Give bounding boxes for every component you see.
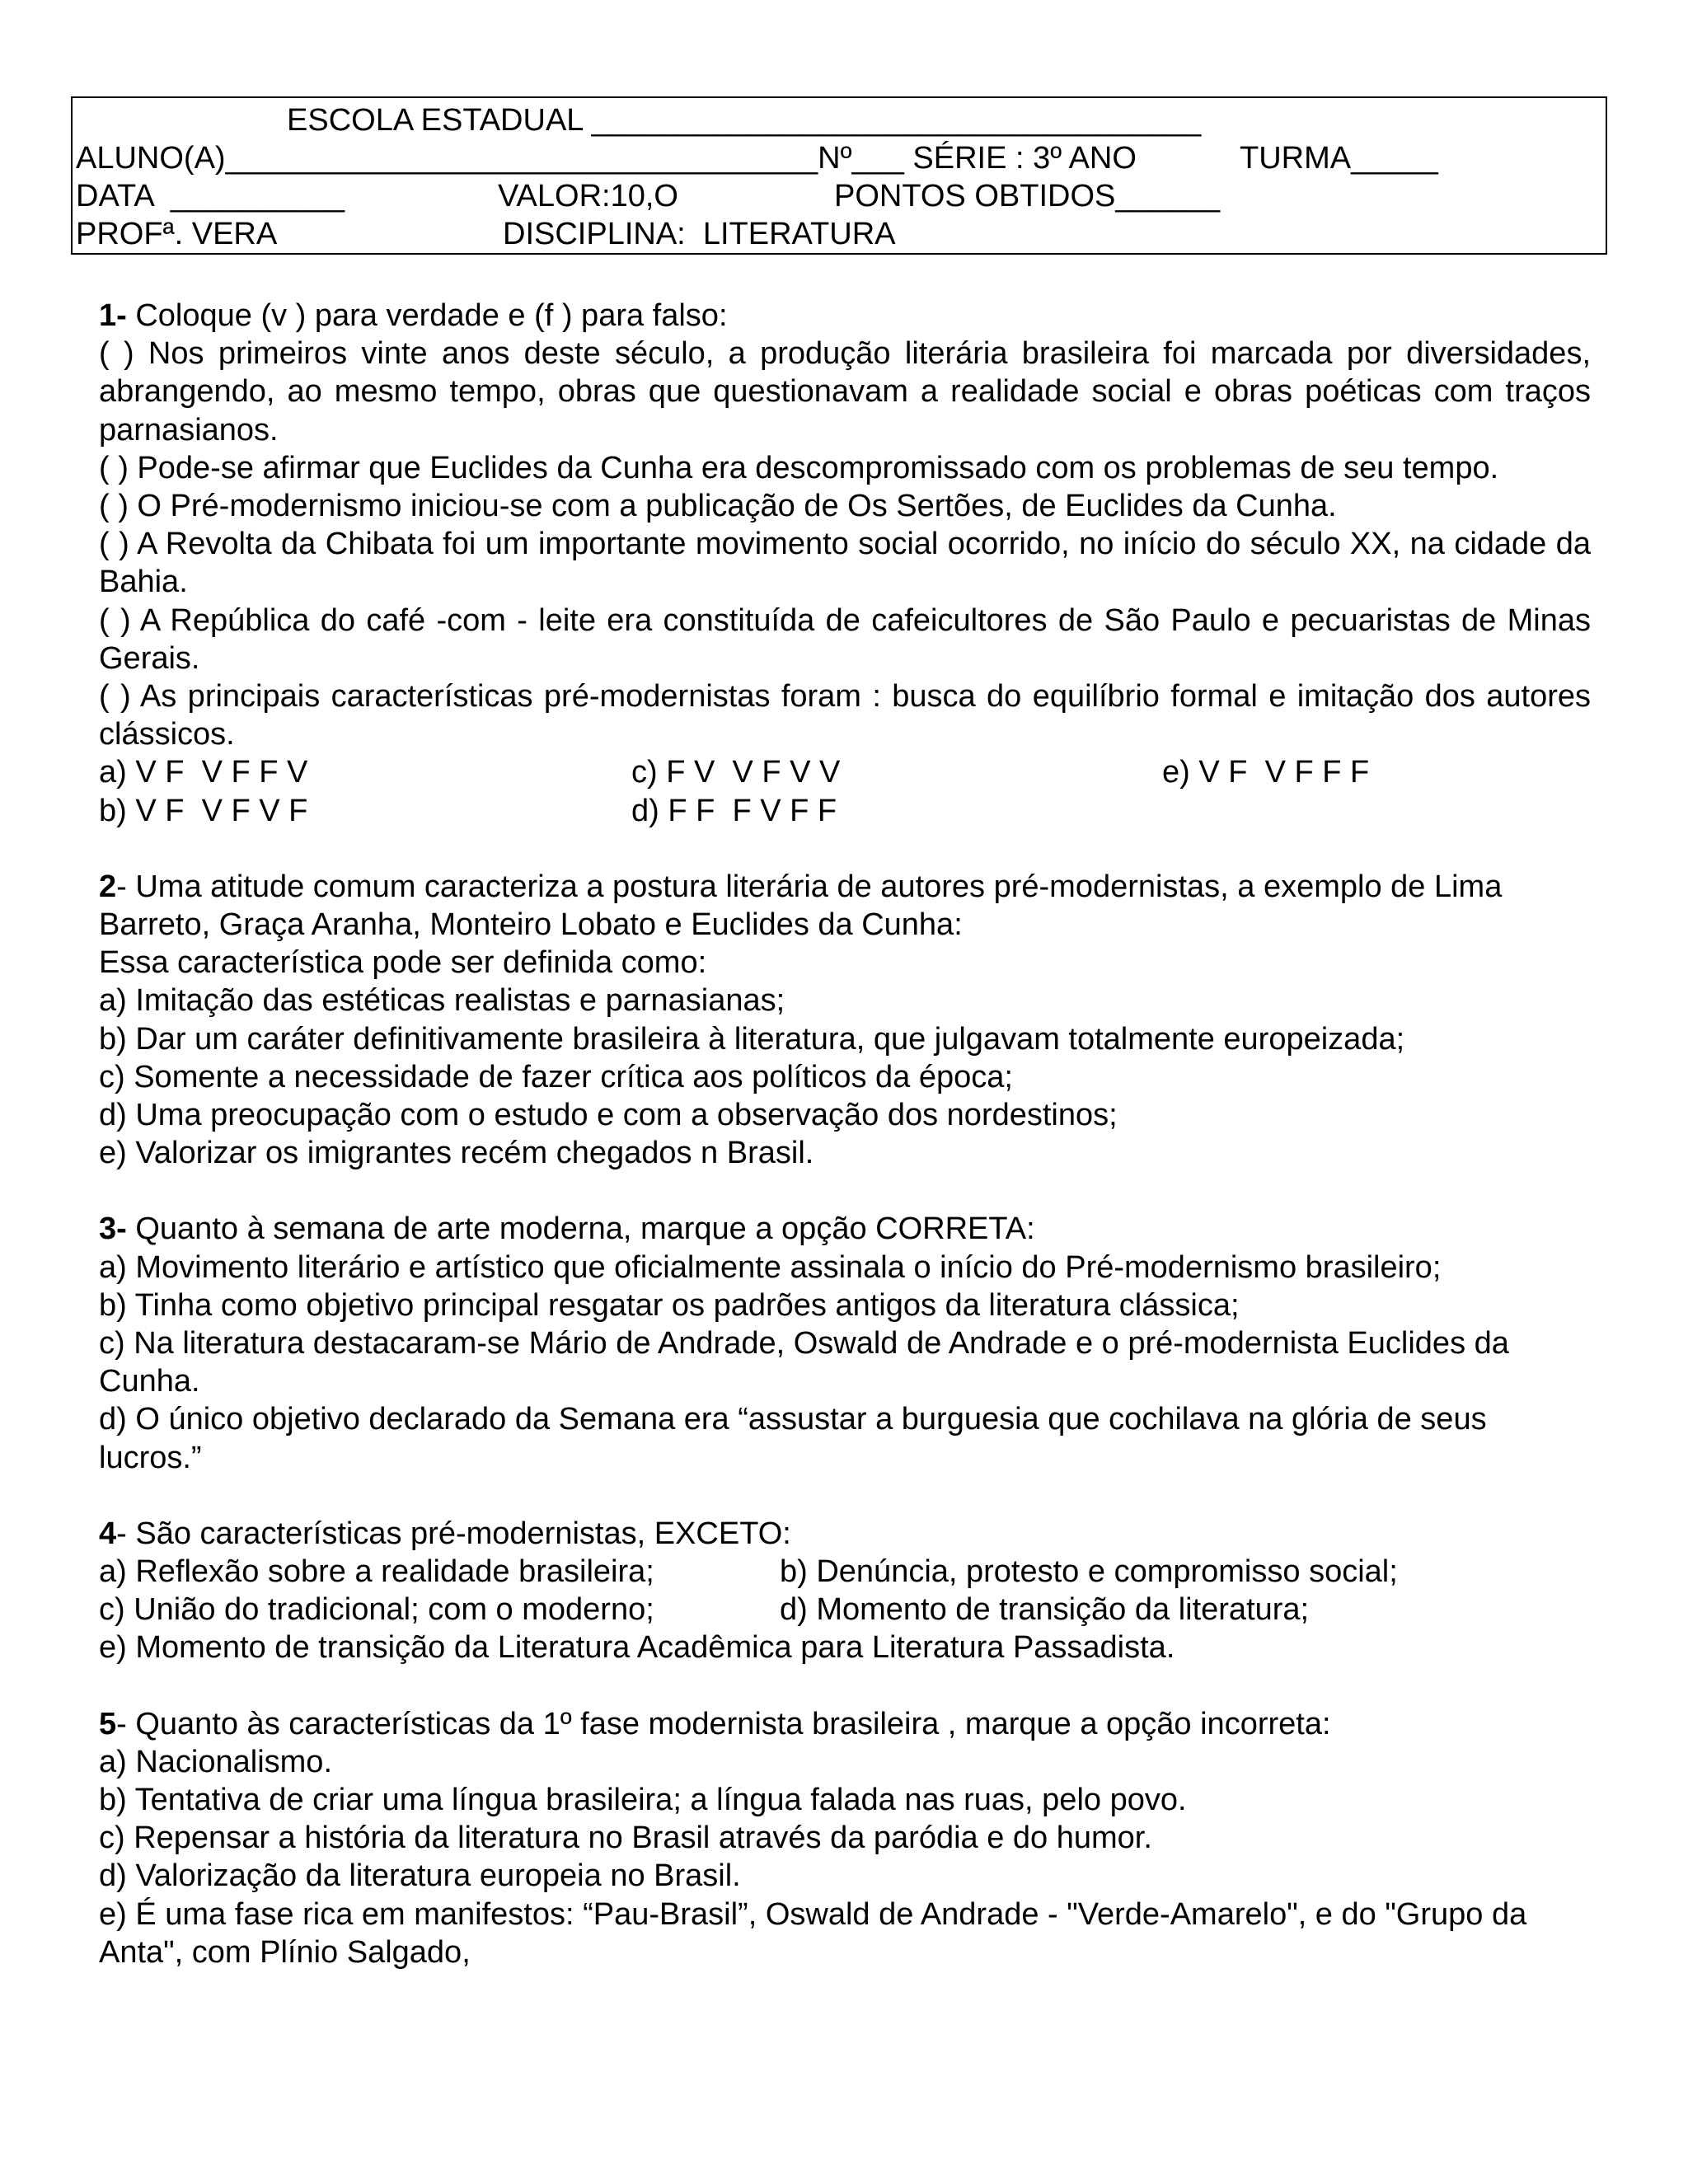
question-2-option-b: b) Dar um caráter definitivamente brasileira à literatura, que julgavam totalmente europeizada;: [99, 1021, 1405, 1057]
question-1-option-c: c) F V V F V V: [631, 755, 841, 790]
question-4-number: 4: [99, 1516, 117, 1551]
question-4-text: - São características pré-modernistas, EXCETO:: [116, 1516, 791, 1551]
question-1-option-d: d) F F F V F F: [631, 793, 837, 828]
question-4-stem: [99, 1515, 1591, 1553]
question-3-stem: [99, 1210, 1591, 1248]
question-3-option-b: b) Tinha como objetivo principal resgatar os padrões antigos da literatura clássica;: [99, 1287, 1240, 1323]
question-3-number: 3-: [99, 1212, 127, 1247]
question-5-option-b: b) Tentativa de criar uma língua brasileira; a língua falada nas ruas, pelo povo.: [99, 1783, 1187, 1818]
question-1-statement: ( ) Nos primeiros vinte anos deste século, a produção literária brasileira foi marcada por diversidades, abrangendo, ao mesmo tempo, obras que questionavam a realidade social e obras poéticas com traços parnasianos.: [99, 336, 1591, 448]
question-4-options-row: [99, 1591, 1591, 1629]
question-2-number: 2: [99, 869, 117, 904]
question-4-option-b: b) Denúncia, protesto e compromisso social;: [780, 1554, 1398, 1590]
exam-content: [99, 297, 1591, 1971]
question-1-statement: ( ) O Pré-modernismo iniciou-se com a publicação de Os Sertões, de Euclides da Cunha.: [99, 489, 1337, 524]
teacher-field: PROFª. VERA: [76, 217, 278, 251]
question-4-option-d: d) Momento de transição da literatura;: [780, 1592, 1310, 1628]
question-1-statement: ( ) Pode-se afirmar que Euclides da Cunha era descompromissado com os problemas de seu tempo.: [99, 450, 1499, 485]
header-line-student: [76, 139, 1438, 177]
question-2-stem: [99, 868, 1591, 944]
question-1-option-b: b) V F V F V F: [99, 793, 308, 828]
subject-field: DISCIPLINA: LITERATURA: [503, 217, 896, 251]
question-2-option-c: c) Somente a necessidade de fazer crítica aos políticos da época;: [99, 1059, 1013, 1094]
question-2-option-a: a) Imitação das estéticas realistas e parnasianas;: [99, 983, 785, 1019]
question-1-options-row: [99, 792, 1591, 830]
question-4-option-a: a) Reflexão sobre a realidade brasileira;: [99, 1554, 654, 1590]
question-4-option-c: c) União do tradicional; com o moderno;: [99, 1592, 654, 1628]
school-field: ESCOLA ESTADUAL ___________________________________: [287, 103, 1202, 138]
question-5-option-a: a) Nacionalismo.: [99, 1744, 332, 1779]
question-3-option-a: a) Movimento literário e artístico que oficialmente assinala o início do Pré-modernismo brasileiro;: [99, 1249, 1442, 1285]
question-3-option-d: d) O único objetivo declarado da Semana era “assustar a burguesia que cochilava na glória de seus lucros.”: [99, 1402, 1487, 1475]
student-field: ALUNO(A)__________________________________Nº___ SÉRIE : 3º ANO: [76, 141, 1137, 176]
question-1-stem: [99, 297, 1591, 335]
question-3-option-c: c) Na literatura destacaram-se Mário de Andrade, Oswald de Andrade e o pré-modernista Euclides da Cunha.: [99, 1326, 1509, 1399]
question-4-option-e: e) Momento de transição da Literatura Acadêmica para Literatura Passadista.: [99, 1630, 1175, 1666]
date-field: DATA __________: [76, 179, 345, 213]
header-line-date: [76, 177, 1221, 215]
question-1-option-a: a) V F V F F V: [99, 755, 308, 790]
question-5-option-c: c) Repensar a história da literatura no Brasil através da paródia e do humor.: [99, 1821, 1152, 1856]
question-1-number: 1-: [99, 298, 127, 333]
question-2-option-e: e) Valorizar os imigrantes recém chegados n Brasil.: [99, 1136, 814, 1171]
question-2-option-d: d) Uma preocupação com o estudo e com a observação dos nordestinos;: [99, 1098, 1118, 1133]
question-2-line: Essa característica pode ser definida como:: [99, 945, 707, 981]
value-field: VALOR:10,O: [498, 179, 678, 213]
question-1-text: Coloque (v ) para verdade e (f ) para falso:: [126, 298, 728, 333]
question-1-option-e: e) V F V F F F: [1162, 755, 1370, 790]
question-5-stem: [99, 1705, 1591, 1743]
question-1-statement: ( ) A Revolta da Chibata foi um importante movimento social ocorrido, no início do século XX, na cidade da Bahia.: [99, 527, 1591, 600]
question-4-options-row: [99, 1553, 1591, 1591]
header-line-teacher: [76, 215, 896, 253]
question-5-number: 5: [99, 1706, 117, 1741]
points-field: PONTOS OBTIDOS______: [834, 179, 1221, 213]
question-1-statement: ( ) As principais características pré-modernistas foram : busca do equilíbrio formal e imitação dos autores clássicos.: [99, 679, 1591, 752]
class-field: TURMA_____: [1240, 141, 1438, 176]
question-1-statement: ( ) A República do café -com - leite era constituída de cafeicultores de São Paulo e pecuaristas de Minas Gerais.: [99, 602, 1591, 676]
question-2-text: - Uma atitude comum caracteriza a postura literária de autores pré-modernistas, a exemplo de Lima Barreto, Graça Aranha, Monteiro Lobato e Euclides da Cunha:: [99, 869, 1503, 943]
exam-header: [71, 96, 1607, 255]
question-5-text: - Quanto às características da 1º fase modernista brasileira , marque a opção incorreta:: [116, 1706, 1331, 1741]
question-3-text: Quanto à semana de arte moderna, marque a opção CORRETA:: [126, 1212, 1035, 1247]
question-1-options-row: [99, 753, 1591, 791]
question-5-option-d: d) Valorização da literatura europeia no Brasil.: [99, 1858, 741, 1894]
question-5-option-e: e) É uma fase rica em manifestos: “Pau-Brasil”, Oswald de Andrade - "Verde-Amarelo", e do "Grupo da Anta", com Plínio Salgado,: [99, 1896, 1527, 1970]
header-line-school: [76, 101, 1202, 139]
